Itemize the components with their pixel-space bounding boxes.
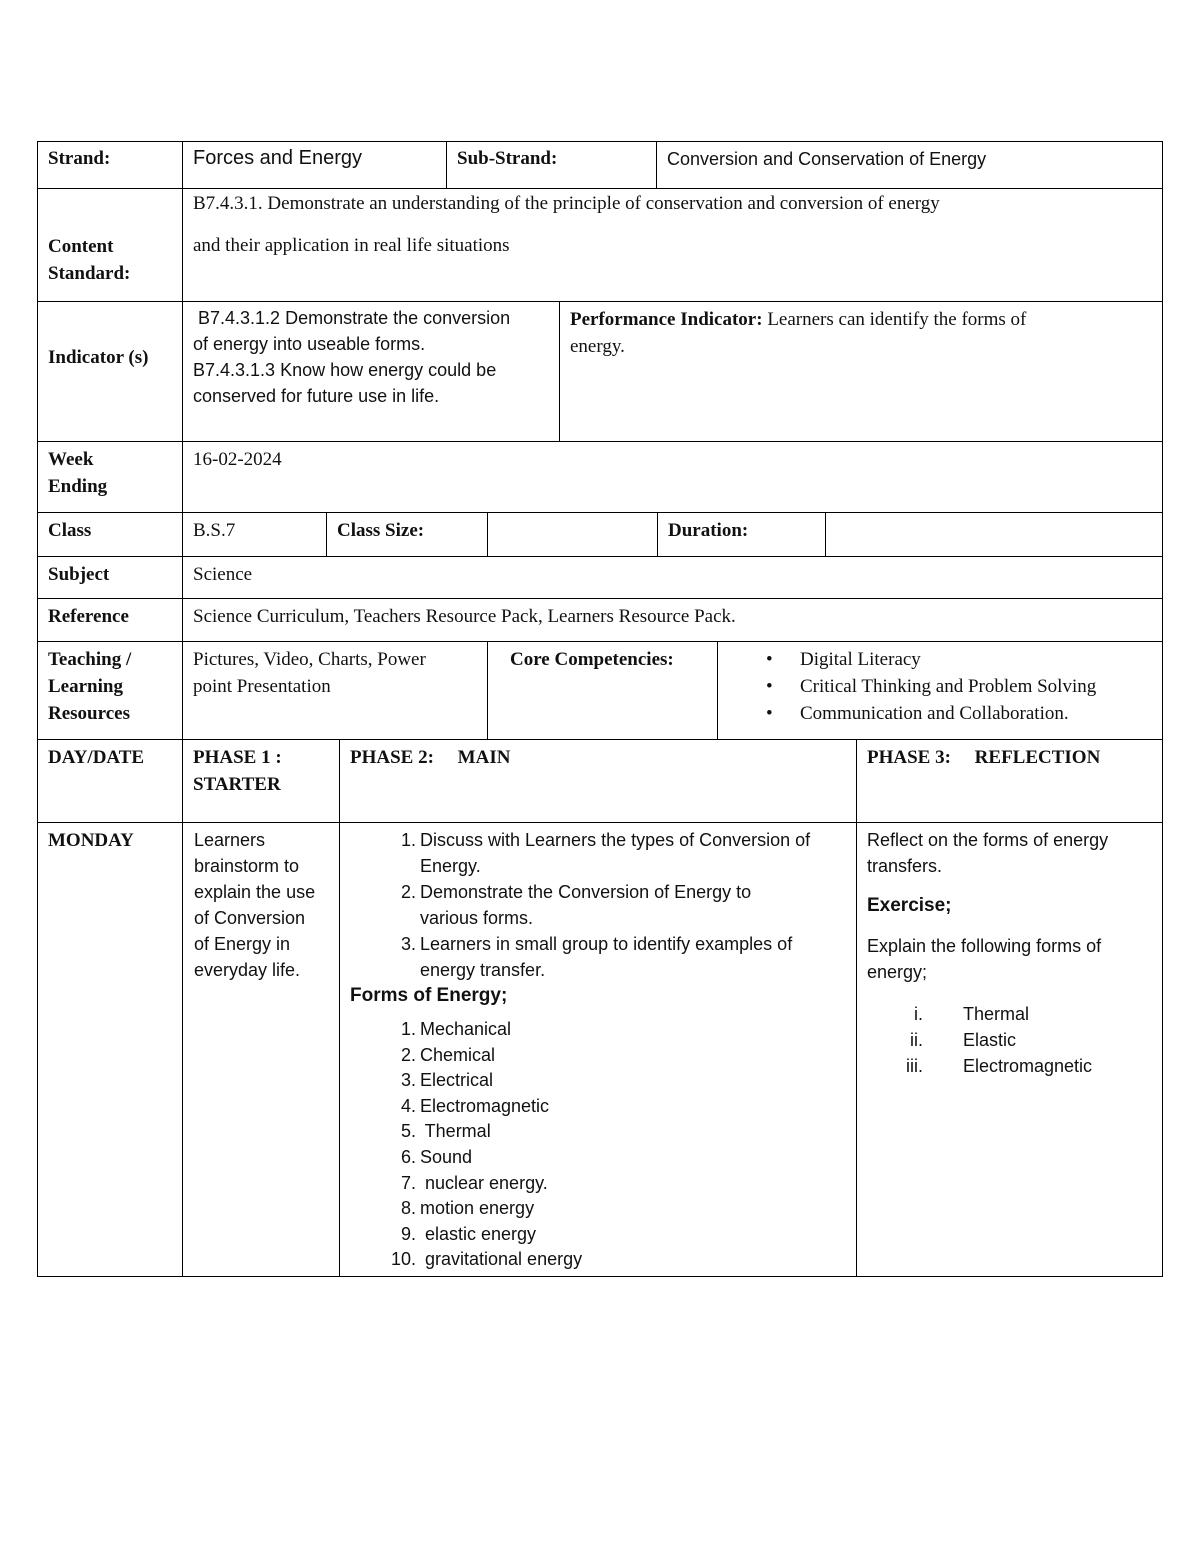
form-text: gravitational energy (420, 1249, 583, 1270)
duration-label: Duration: (657, 513, 825, 556)
competency-item (728, 700, 1152, 727)
competency-item (728, 646, 1152, 673)
competency-item (728, 673, 1152, 700)
week-ending-label (38, 442, 182, 512)
form-text: motion energy (420, 1198, 535, 1219)
resources-value-line-2: point Presentation (193, 676, 331, 697)
week-label: Week (48, 449, 94, 470)
form-number: 3. (400, 1070, 416, 1091)
content-label-line-1: Content (48, 236, 114, 257)
main-step-item (350, 827, 852, 879)
week-ending-value: 16-02-2024 (182, 442, 1162, 512)
indicator-text (182, 302, 559, 442)
ending-label: Ending (48, 476, 108, 497)
subject-row (37, 556, 1163, 598)
exercise-item (867, 1027, 1152, 1053)
performance-indicator-text-1: Learners can identify the forms of (762, 309, 1027, 330)
phases-header-row (37, 739, 1163, 822)
content-label-line-2: Standard: (48, 263, 131, 284)
form-item (350, 1222, 852, 1248)
indicator-label: Indicator (s) (48, 347, 149, 368)
form-number: 6. (400, 1146, 416, 1167)
performance-indicator-text-2: energy. (570, 336, 625, 357)
bullet-icon: • (766, 703, 773, 724)
phase2-header: PHASE 2: MAIN (339, 740, 856, 822)
form-item (350, 1171, 852, 1197)
sub-strand-value: Conversion and Conservation of Energy (656, 141, 1162, 188)
subject-label: Subject (48, 564, 110, 585)
reference-value: Science Curriculum, Teachers Resource Pack, Learners Resource Pack. (182, 599, 1162, 641)
exercise-list (867, 1001, 1152, 1079)
competency-text: Communication and Collaboration. (800, 703, 1069, 724)
class-size-value (487, 513, 657, 556)
exercise-numeral: ii. (910, 1030, 923, 1050)
indicator-line-2: of energy into useable forms. (193, 334, 426, 354)
form-item (350, 1145, 852, 1171)
day-date-header: DAY/DATE (48, 747, 145, 768)
reflection-line-2: transfers. (867, 856, 943, 876)
step-text: Demonstrate the Conversion of Energy to (420, 882, 752, 902)
class-size-label: Class Size: (326, 513, 487, 556)
exercise-numeral: i. (914, 1004, 923, 1024)
form-text: nuclear energy. (420, 1172, 548, 1193)
core-competencies-label: Core Competencies: (487, 642, 717, 739)
core-competencies-list (717, 642, 1162, 739)
main-phase-content (339, 823, 856, 1277)
main-steps-list (350, 827, 852, 983)
indicators-row (37, 301, 1163, 442)
starter-line: Learners (194, 830, 266, 850)
indicator-line-1: B7.4.3.1.2 Demonstrate the conversion (193, 308, 511, 328)
exercise-line-1: Explain the following forms of (867, 936, 1102, 956)
step-text: Learners in small group to identify examples of (420, 934, 793, 954)
class-label: Class (48, 520, 92, 541)
step-text: various forms. (420, 908, 534, 928)
form-text: Mechanical (420, 1019, 512, 1039)
reflection-line-1: Reflect on the forms of energy (867, 830, 1109, 850)
reflection-content (856, 823, 1162, 1277)
form-item (350, 1119, 852, 1145)
strand-row (37, 141, 1163, 188)
form-text: Chemical (420, 1044, 496, 1065)
phase3-header: PHASE 3: REFLECTION (856, 740, 1162, 822)
exercise-item (867, 1001, 1152, 1027)
competency-text: Digital Literacy (800, 649, 921, 670)
form-number: 2. (400, 1044, 416, 1065)
content-standard-label (38, 189, 182, 301)
starter-line: everyday life. (194, 960, 301, 980)
step-number: 1. (400, 830, 416, 850)
resources-label-line-2: Learning (48, 676, 123, 697)
step-text: Energy. (420, 856, 481, 876)
competency-text: Critical Thinking and Problem Solving (800, 676, 1097, 697)
content-standard-text (182, 189, 1162, 301)
duration-value (825, 513, 1162, 556)
form-item (350, 1043, 852, 1069)
form-item (350, 1247, 852, 1273)
form-text: Electromagnetic (420, 1095, 550, 1116)
form-number: 5. (400, 1121, 416, 1142)
phase1-header-line-2: STARTER (193, 774, 281, 795)
content-standard-row (37, 188, 1163, 301)
reference-label: Reference (48, 606, 129, 627)
form-text: Electrical (420, 1070, 494, 1091)
monday-label: MONDAY (48, 830, 134, 851)
class-row (37, 512, 1163, 556)
indicator-line-3: B7.4.3.1.3 Know how energy could be (193, 360, 497, 380)
forms-list (350, 1017, 852, 1273)
performance-indicator-label: Performance Indicator: (570, 309, 763, 330)
form-item (350, 1017, 852, 1043)
form-item (350, 1068, 852, 1094)
exercise-text: Elastic (963, 1030, 1017, 1050)
form-text: elastic energy (420, 1223, 537, 1244)
starter-text (182, 823, 339, 1277)
exercise-line-2: energy; (867, 962, 928, 982)
form-number: 4. (400, 1095, 416, 1116)
main-step-item (350, 931, 852, 983)
resources-label-line-3: Resources (48, 703, 130, 724)
step-number: 2. (400, 882, 416, 902)
resources-value (182, 642, 487, 739)
form-number: 1. (400, 1019, 416, 1039)
form-number: 8. (400, 1198, 416, 1219)
step-text: Discuss with Learners the types of Conversion of (420, 830, 811, 850)
form-text: Sound (420, 1146, 473, 1167)
form-item (350, 1094, 852, 1120)
form-number: 10. (390, 1249, 416, 1270)
resources-value-line-1: Pictures, Video, Charts, Power (193, 649, 426, 670)
phase1-header (182, 740, 339, 822)
reference-row (37, 598, 1163, 641)
week-ending-row (37, 441, 1163, 512)
starter-line: of Energy in (194, 934, 291, 954)
strand-label: Strand: (48, 148, 111, 169)
subject-value: Science (182, 557, 1162, 598)
class-value: B.S.7 (182, 513, 326, 556)
exercise-text: Electromagnetic (963, 1056, 1093, 1076)
performance-indicator (559, 302, 1162, 442)
sub-strand-label: Sub-Strand: (446, 141, 656, 188)
exercise-item (867, 1053, 1152, 1079)
starter-line: explain the use (194, 882, 316, 902)
step-number: 3. (400, 934, 416, 954)
resources-label (38, 642, 182, 739)
monday-row (37, 822, 1163, 1277)
starter-line: brainstorm to (194, 856, 300, 876)
step-text: energy transfer. (420, 960, 546, 980)
phase1-header-line-1: PHASE 1 : (193, 747, 282, 768)
form-number: 7. (400, 1172, 416, 1193)
bullet-icon: • (766, 649, 773, 670)
form-number: 9. (400, 1223, 416, 1244)
content-standard-line-2: and their application in real life situations (193, 235, 510, 256)
bullet-icon: • (766, 676, 773, 697)
exercise-numeral: iii. (906, 1056, 923, 1076)
indicator-line-4: conserved for future use in life. (193, 386, 440, 406)
strand-value: Forces and Energy (182, 141, 446, 188)
form-text: Thermal (420, 1121, 491, 1142)
resources-row (37, 641, 1163, 739)
starter-line: of Conversion (194, 908, 306, 928)
exercise-heading: Exercise; (867, 895, 952, 916)
forms-heading: Forms of Energy; (350, 985, 508, 1006)
content-standard-line-1: B7.4.3.1. Demonstrate an understanding of the principle of conservation and conversion of energy (193, 193, 940, 214)
form-item (350, 1196, 852, 1222)
main-step-item (350, 879, 852, 931)
exercise-text: Thermal (963, 1004, 1030, 1024)
resources-label-line-1: Teaching / (48, 649, 132, 670)
